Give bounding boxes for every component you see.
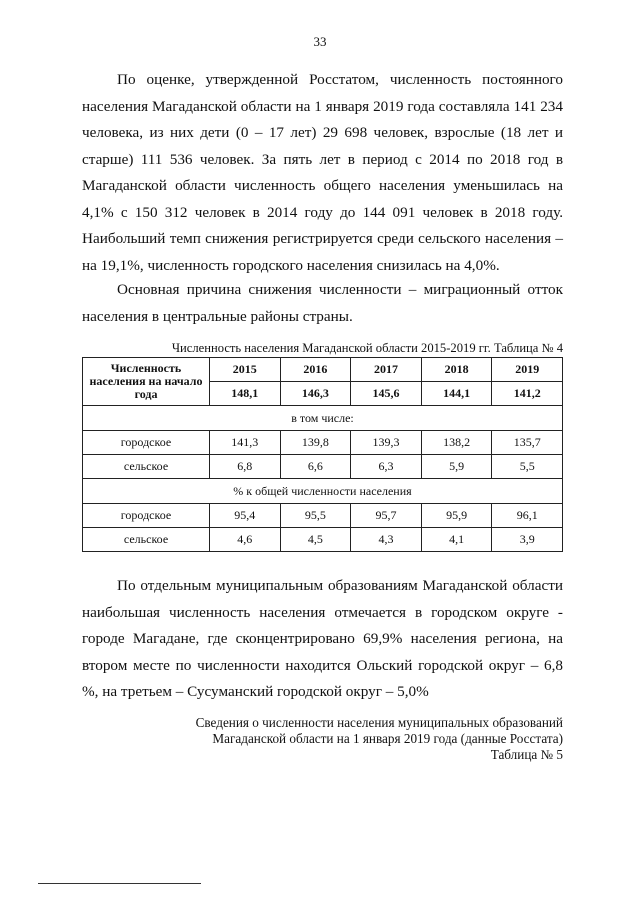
section-label-including: в том числе: [83, 406, 563, 431]
row-label: городское [83, 431, 210, 455]
table-cell: 4,5 [280, 528, 351, 552]
section-row [83, 479, 563, 504]
table-cell: 141,3 [210, 431, 281, 455]
table-cell: 6,6 [280, 455, 351, 479]
table-cell: 5,5 [492, 455, 563, 479]
table-cell: 95,5 [280, 504, 351, 528]
row-label: сельское [83, 528, 210, 552]
table-cell: 138,2 [421, 431, 492, 455]
table-cell: 6,3 [351, 455, 422, 479]
table-cell: 139,8 [280, 431, 351, 455]
year-header: 2019 [492, 358, 563, 382]
table-row [83, 528, 563, 552]
year-header: 2015 [210, 358, 281, 382]
table-row [83, 504, 563, 528]
table-5-caption-line: Магаданской области на 1 января 2019 года (данные Росстата) [212, 731, 563, 746]
table-row [83, 431, 563, 455]
row-label: сельское [83, 455, 210, 479]
population-table [82, 357, 563, 552]
section-row [83, 406, 563, 431]
table-5-caption-line: Сведения о численности населения муниципальных образований [195, 715, 563, 730]
table-cell: 96,1 [492, 504, 563, 528]
page-number: 33 [313, 34, 327, 49]
table-5-caption [82, 715, 563, 763]
total-cell: 145,6 [351, 382, 422, 406]
table-cell: 4,3 [351, 528, 422, 552]
table-cell: 3,9 [492, 528, 563, 552]
total-cell: 148,1 [210, 382, 281, 406]
total-cell: 144,1 [421, 382, 492, 406]
table-4-caption: Численность населения Магаданской области 2015-2019 гг. Таблица № 4 [171, 341, 563, 355]
table-cell: 95,4 [210, 504, 281, 528]
table-cell: 135,7 [492, 431, 563, 455]
table-cell: 95,7 [351, 504, 422, 528]
table-cell: 4,1 [421, 528, 492, 552]
table-row [83, 455, 563, 479]
first-column-header: Численность населения на начало года [83, 358, 210, 406]
row-label: городское [83, 504, 210, 528]
table-cell: 5,9 [421, 455, 492, 479]
table-cell: 6,8 [210, 455, 281, 479]
table-5-number: Таблица № 5 [490, 747, 563, 762]
total-cell: 146,3 [280, 382, 351, 406]
footnote-divider [38, 883, 201, 884]
paragraph-municipal-distribution: По отдельным муниципальным образованиям Магаданской области наибольшая численность населения отмечается в городском округе - городе Магадане, где сконцентрировано 69,9% населения региона, на втором месте по численности находится Ольский городской округ – 6,8 %, на третьем – Сусуманский городской округ – 5,0% [82, 577, 563, 700]
year-header: 2018 [421, 358, 492, 382]
paragraph-population-estimate: По оценке, утвержденной Росстатом, численность постоянного населения Магаданской области на 1 января 2019 года составляла 141 234 человека, из них дети (0 – 17 лет) 29 698 человек, взрослые (18 лет и старше) 111 536 человек. За пять лет в период с 2014 по 2018 год в Магаданской области численность общего населения уменьшилась на 4,1% с 150 312 человек в 2014 году до 144 091 человек в 2018 году. Наибольший темп снижения регистрируется среди сельского населения – на 19,1%, численность городского населения снизилась на 4,0%. [82, 71, 563, 274]
table-cell: 95,9 [421, 504, 492, 528]
table-cell: 4,6 [210, 528, 281, 552]
paragraph-migration-reason: Основная причина снижения численности – миграционный отток населения в центральные районы страны. [82, 281, 563, 325]
year-header: 2016 [280, 358, 351, 382]
year-header: 2017 [351, 358, 422, 382]
table-header-row [83, 358, 563, 382]
section-label-percent: % к общей численности населения [83, 479, 563, 504]
table-cell: 139,3 [351, 431, 422, 455]
total-cell: 141,2 [492, 382, 563, 406]
